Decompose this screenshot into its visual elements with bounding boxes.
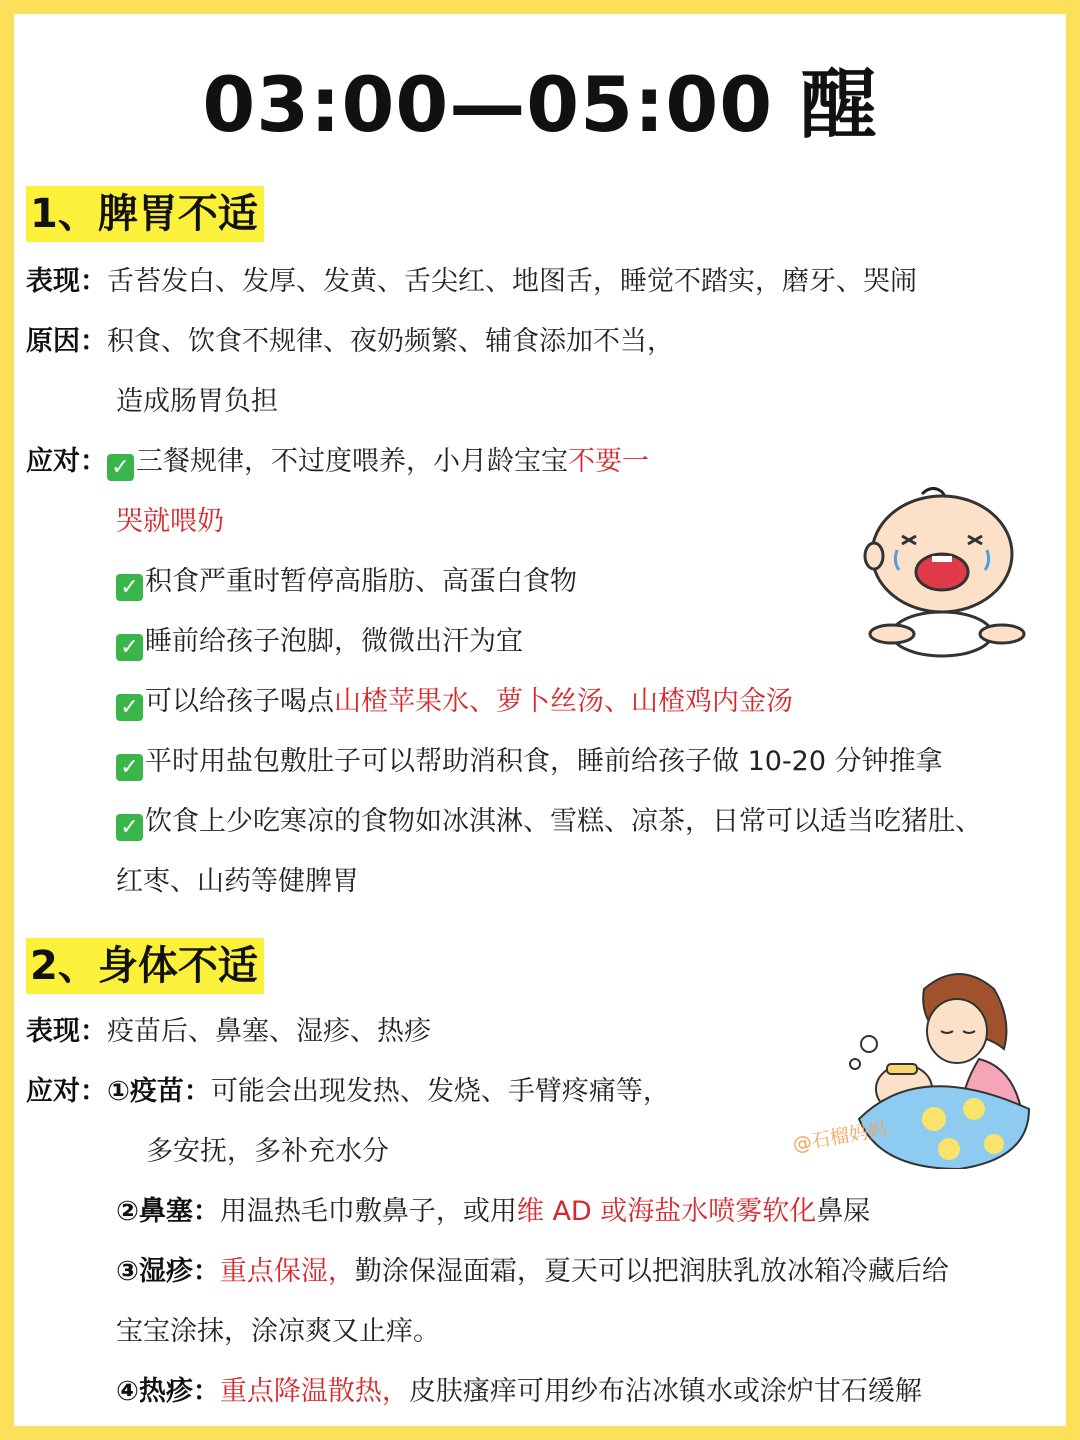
item4-text: 可以给孩子喝点 bbox=[145, 686, 334, 717]
item6-text: 饮食上少吃寒凉的食物如冰淇淋、雪糕、凉茶，日常可以适当吃猪肚、 bbox=[145, 806, 982, 837]
item4-line bbox=[116, 682, 793, 722]
item1-text: 三餐规律，不过度喂养，小月龄宝宝 bbox=[136, 446, 568, 477]
item5-text: 平时用盐包敷肚子可以帮助消积食，睡前给孩子做 10-20 分钟推拿 bbox=[145, 746, 943, 777]
eczema-text-2: 宝宝涂抹，涂凉爽又止痒。 bbox=[116, 1316, 440, 1347]
eczema-line bbox=[116, 1252, 949, 1292]
check-icon: ✓ bbox=[116, 694, 143, 721]
vaccine-label: ①疫苗： bbox=[107, 1076, 211, 1107]
item1-red-continued: 哭就喂奶 bbox=[116, 506, 224, 537]
section1-symptom-text: 舌苔发白、发厚、发黄、舌尖红、地图舌，睡觉不踏实，磨牙、哭闹 bbox=[107, 266, 917, 297]
section1-heading: 1、脾胃不适 bbox=[26, 186, 264, 242]
heat-rash-line bbox=[116, 1372, 922, 1412]
nasal-text-end: 鼻屎 bbox=[816, 1196, 871, 1227]
item6-line bbox=[116, 802, 982, 842]
check-icon: ✓ bbox=[116, 574, 143, 601]
section1-symptom-line bbox=[26, 262, 917, 302]
section1-response-label: 应对： bbox=[26, 446, 107, 477]
section1-cause-text-2: 造成肠胃负担 bbox=[116, 386, 278, 417]
page-title: 03:00—05:00 醒 bbox=[202, 60, 878, 149]
vaccine-line bbox=[26, 1072, 670, 1112]
watermark: @石榴妈妈 bbox=[791, 1117, 889, 1157]
item5-line bbox=[116, 742, 943, 782]
nasal-label: ②鼻塞： bbox=[116, 1196, 220, 1227]
check-icon: ✓ bbox=[116, 754, 143, 781]
section2-symptom-text: 疫苗后、鼻塞、湿疹、热疹 bbox=[107, 1016, 431, 1047]
item4-red-text: 山楂苹果水、萝卜丝汤、山楂鸡内金汤 bbox=[334, 686, 793, 717]
heat-rash-red-text: 重点降温散热， bbox=[219, 1376, 409, 1407]
item2-text: 积食严重时暂停高脂肪、高蛋白食物 bbox=[145, 566, 577, 597]
section1-cause-text: 积食、饮食不规律、夜奶频繁、辅食添加不当， bbox=[107, 326, 674, 357]
item1-red-text: 不要一 bbox=[568, 446, 649, 477]
nasal-text: 用温热毛巾敷鼻子，或用 bbox=[219, 1196, 517, 1227]
eczema-text: 勤涂保湿面霜，夏天可以把润肤乳放冰箱冷藏后给 bbox=[354, 1256, 949, 1287]
section1-response-line-1 bbox=[26, 442, 649, 482]
content-card bbox=[14, 14, 1066, 1426]
section1-cause-line bbox=[26, 322, 674, 362]
nasal-line bbox=[116, 1192, 870, 1232]
item6-text-continued: 红枣、山药等健脾胃 bbox=[116, 866, 359, 897]
section2-symptom-label: 表现： bbox=[26, 1016, 107, 1047]
eczema-label: ③湿疹： bbox=[116, 1256, 220, 1287]
heat-rash-text: 皮肤瘙痒可用纱布沾冰镇水或涂炉甘石缓解 bbox=[408, 1376, 922, 1407]
check-icon: ✓ bbox=[116, 814, 143, 841]
section2-response-label: 应对： bbox=[26, 1076, 107, 1107]
item3-line bbox=[116, 622, 523, 662]
eczema-red-text: 重点保湿， bbox=[219, 1256, 355, 1287]
item2-line bbox=[116, 562, 577, 602]
heat-rash-label: ④热疹： bbox=[116, 1376, 220, 1407]
check-icon: ✓ bbox=[107, 454, 134, 481]
section2-heading: 2、身体不适 bbox=[26, 938, 264, 994]
item3-text: 睡前给孩子泡脚，微微出汗为宜 bbox=[145, 626, 523, 657]
section1-symptom-label: 表现： bbox=[26, 266, 107, 297]
vaccine-text: 可能会出现发热、发烧、手臂疼痛等， bbox=[210, 1076, 670, 1107]
nasal-red-text: 维 AD 或海盐水喷雾软化 bbox=[516, 1196, 817, 1227]
section2-symptom-line bbox=[26, 1012, 431, 1052]
vaccine-text-2: 多安抚，多补充水分 bbox=[146, 1136, 389, 1167]
crying-baby-illustration bbox=[852, 484, 1032, 659]
section1-cause-label: 原因： bbox=[26, 326, 107, 357]
check-icon: ✓ bbox=[116, 634, 143, 661]
